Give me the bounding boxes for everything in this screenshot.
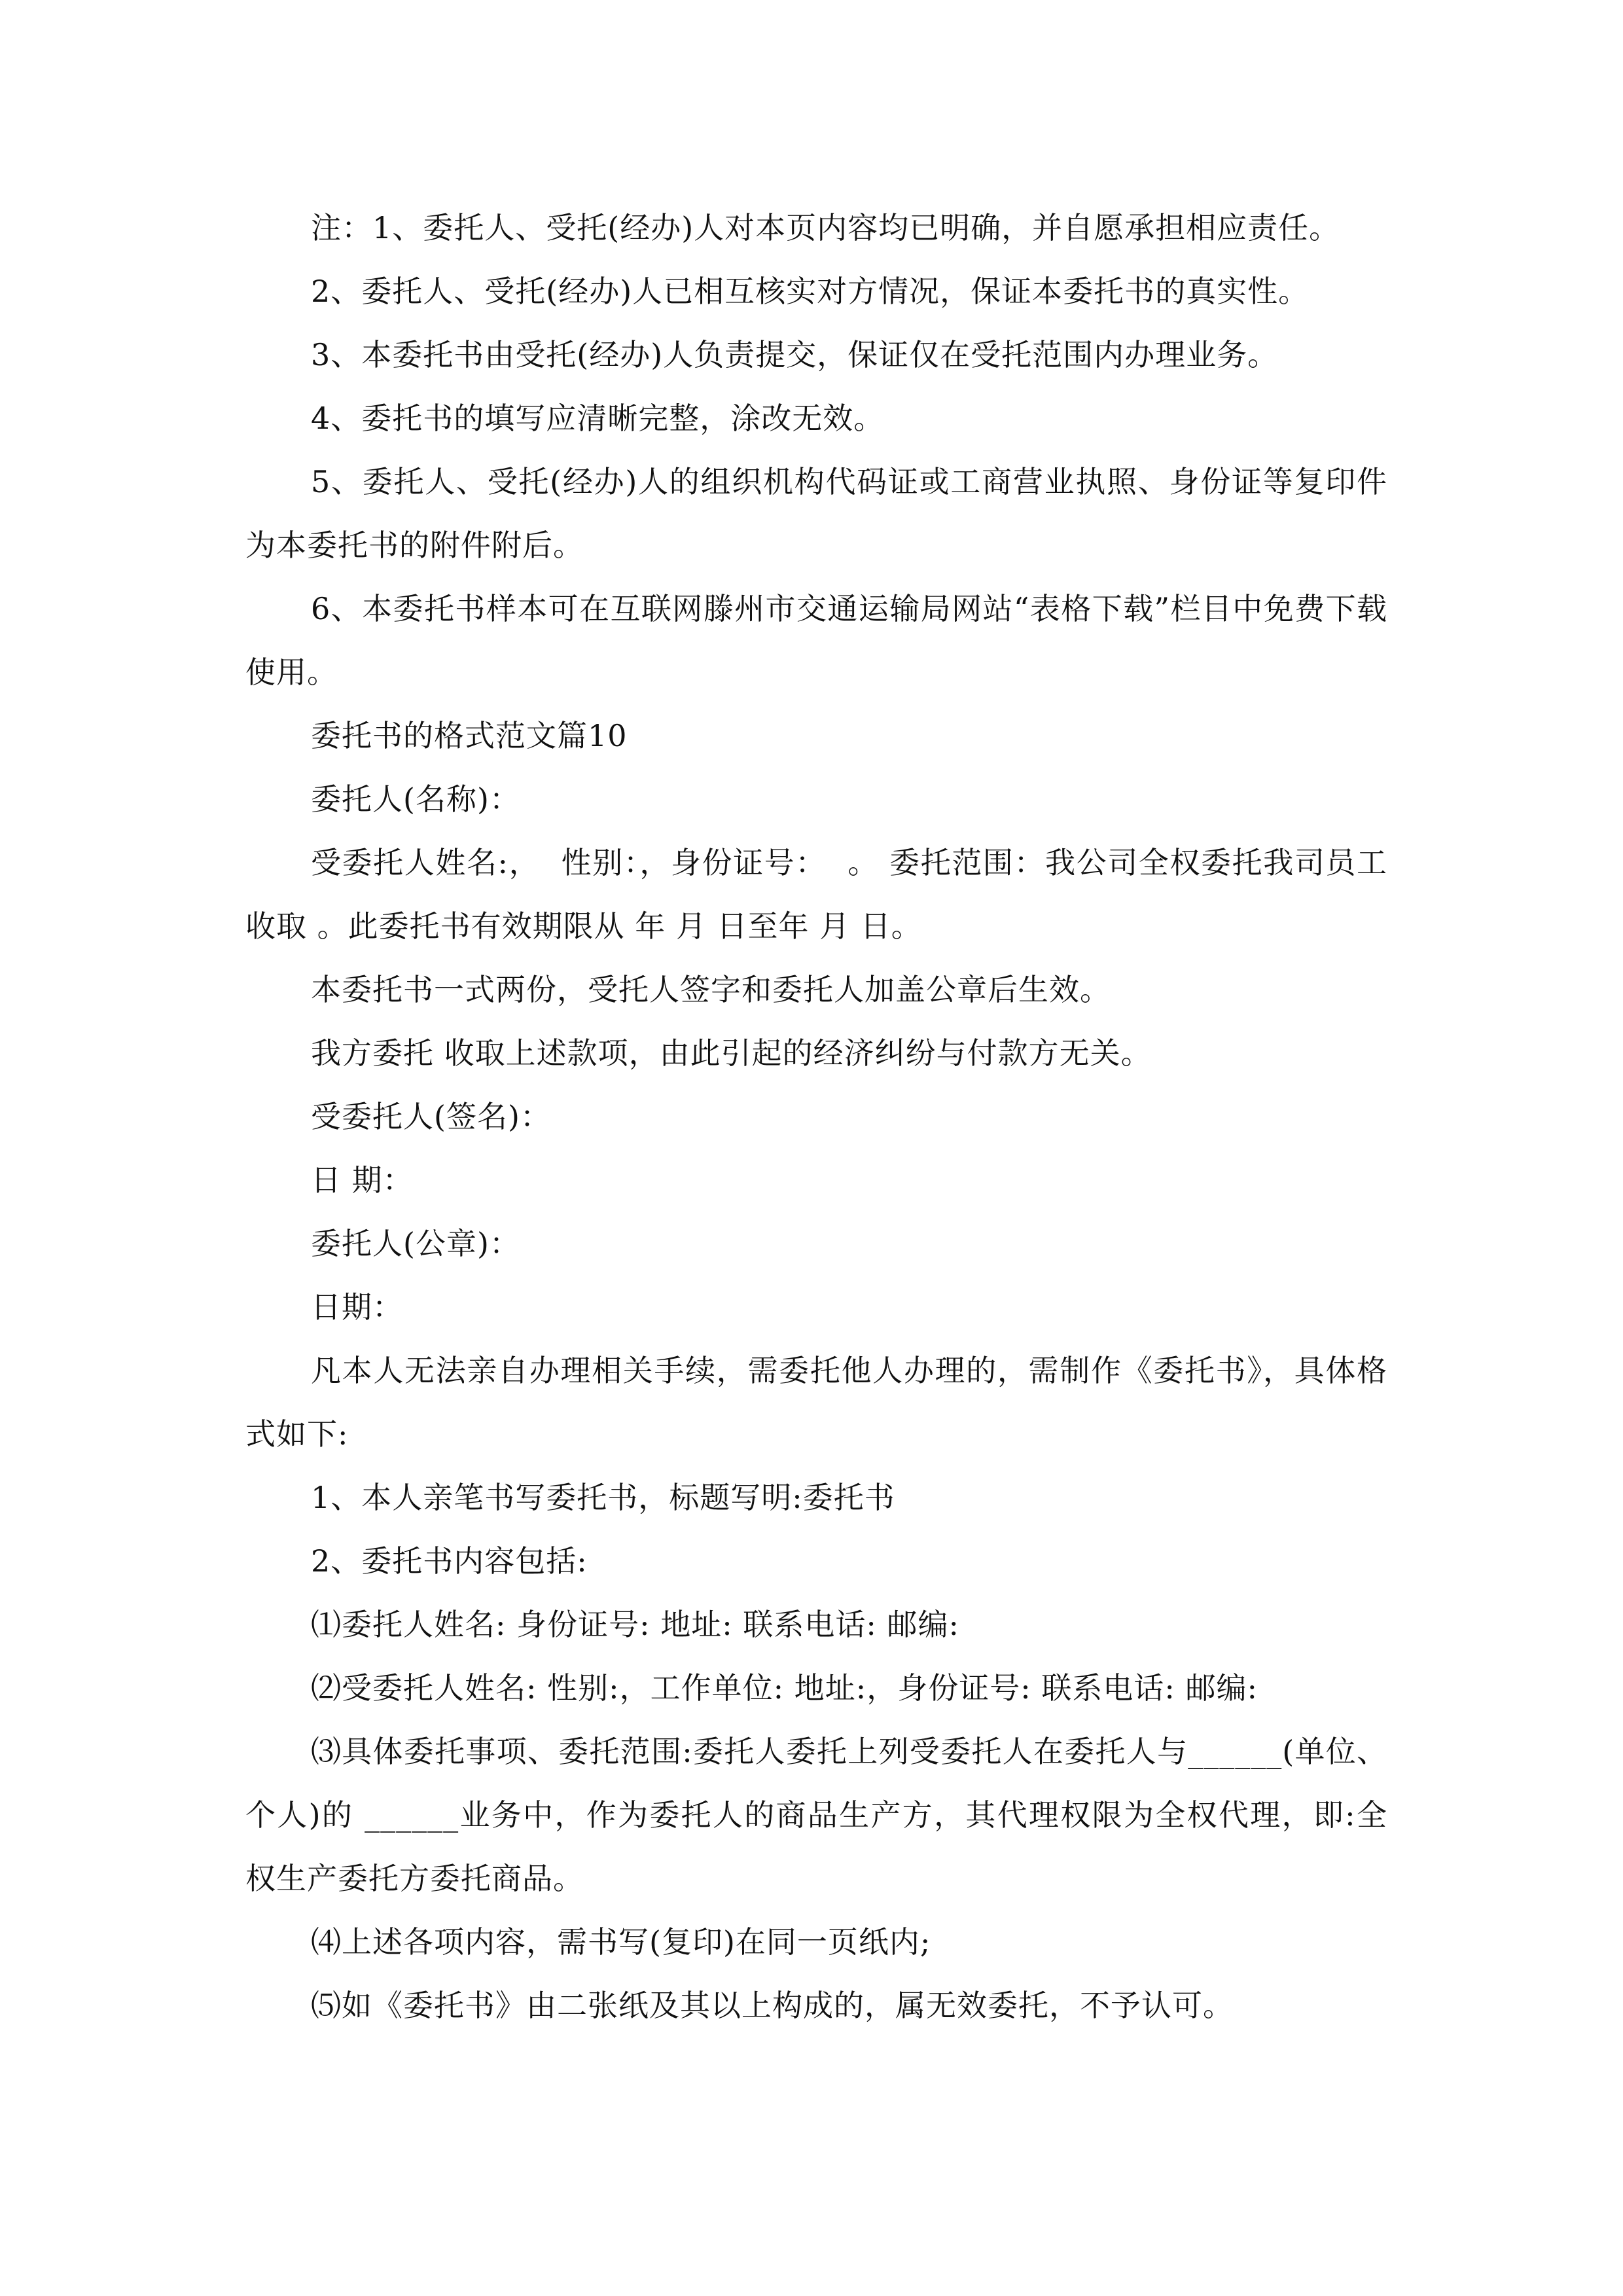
document-body [245,196,1398,2037]
copies-paragraph: 本委托书一式两份，受托人签字和委托人加盖公章后生效。 [311,972,1111,1007]
agent-info-paragraph: 受委托人姓名:， 性别：，身份证号： 。 委托范围：我公司全权委托我司员工 收取 。此委托书有效期限从 年 月 日至年 月 日。 [245,845,1398,944]
date-line-2: 日期： [311,1289,403,1325]
content-item-2: ⑵受委托人姓名: 性别:，工作单位: 地址:，身份证号: 联系电话: 邮编: [311,1670,1258,1706]
note-item-2: 2、委托人、受托(经办)人已相互核实对方情况，保证本委托书的真实性。 [311,274,1310,309]
date-line-1: 日 期： [311,1162,414,1198]
content-item-1: ⑴委托人姓名: 身份证号: 地址: 联系电话: 邮编: [311,1607,959,1642]
content-item-5: ⑸如《委托书》由二张纸及其以上构成的，属无效委托，不予认可。 [311,1988,1234,2023]
agent-signature-line: 受委托人(签名)： [311,1099,551,1134]
note-item-6: 6、本委托书样本可在互联网滕州市交通运输局网站“表格下载”栏目中免费下载使用。 [245,591,1387,690]
content-item-4: ⑷上述各项内容，需书写(复印)在同一页纸内; [311,1924,931,1960]
format-item-2: 2、委托书内容包括: [311,1543,588,1579]
note-item-4: 4、委托书的填写应清晰完整，涂改无效。 [311,401,885,436]
content-item-3: ⑶具体委托事项、委托范围:委托人委托上列受委托人在委托人与______(单位、个人)的 ______业务中，作为委托人的商品生产方，其代理权限为全权代理，即:全权生产委托方委托商品。 [245,1734,1387,1896]
liability-paragraph: 我方委托 收取上述款项，由此引起的经济纠纷与付款方无关。 [311,1035,1152,1071]
section-title: 委托书的格式范文篇10 [311,718,628,753]
note-item-5: 5、委托人、受托(经办)人的组织机构代码证或工商营业执照、身份证等复印件为本委托书的附件附后。 [245,464,1387,563]
note-item-3: 3、本委托书由受托(经办)人负责提交，保证仅在受托范围内办理业务。 [311,337,1279,372]
principal-seal-line: 委托人(公章)： [311,1226,520,1261]
format-item-1: 1、本人亲笔书写委托书，标题写明:委托书 [311,1480,895,1515]
principal-name-line: 委托人(名称)： [311,781,520,817]
format-intro-paragraph: 凡本人无法亲自办理相关手续，需委托他人办理的，需制作《委托书》，具体格式如下: [245,1353,1387,1452]
note-item-1: 注：1、委托人、受托(经办)人对本页内容均已明确，并自愿承担相应责任。 [311,210,1340,245]
